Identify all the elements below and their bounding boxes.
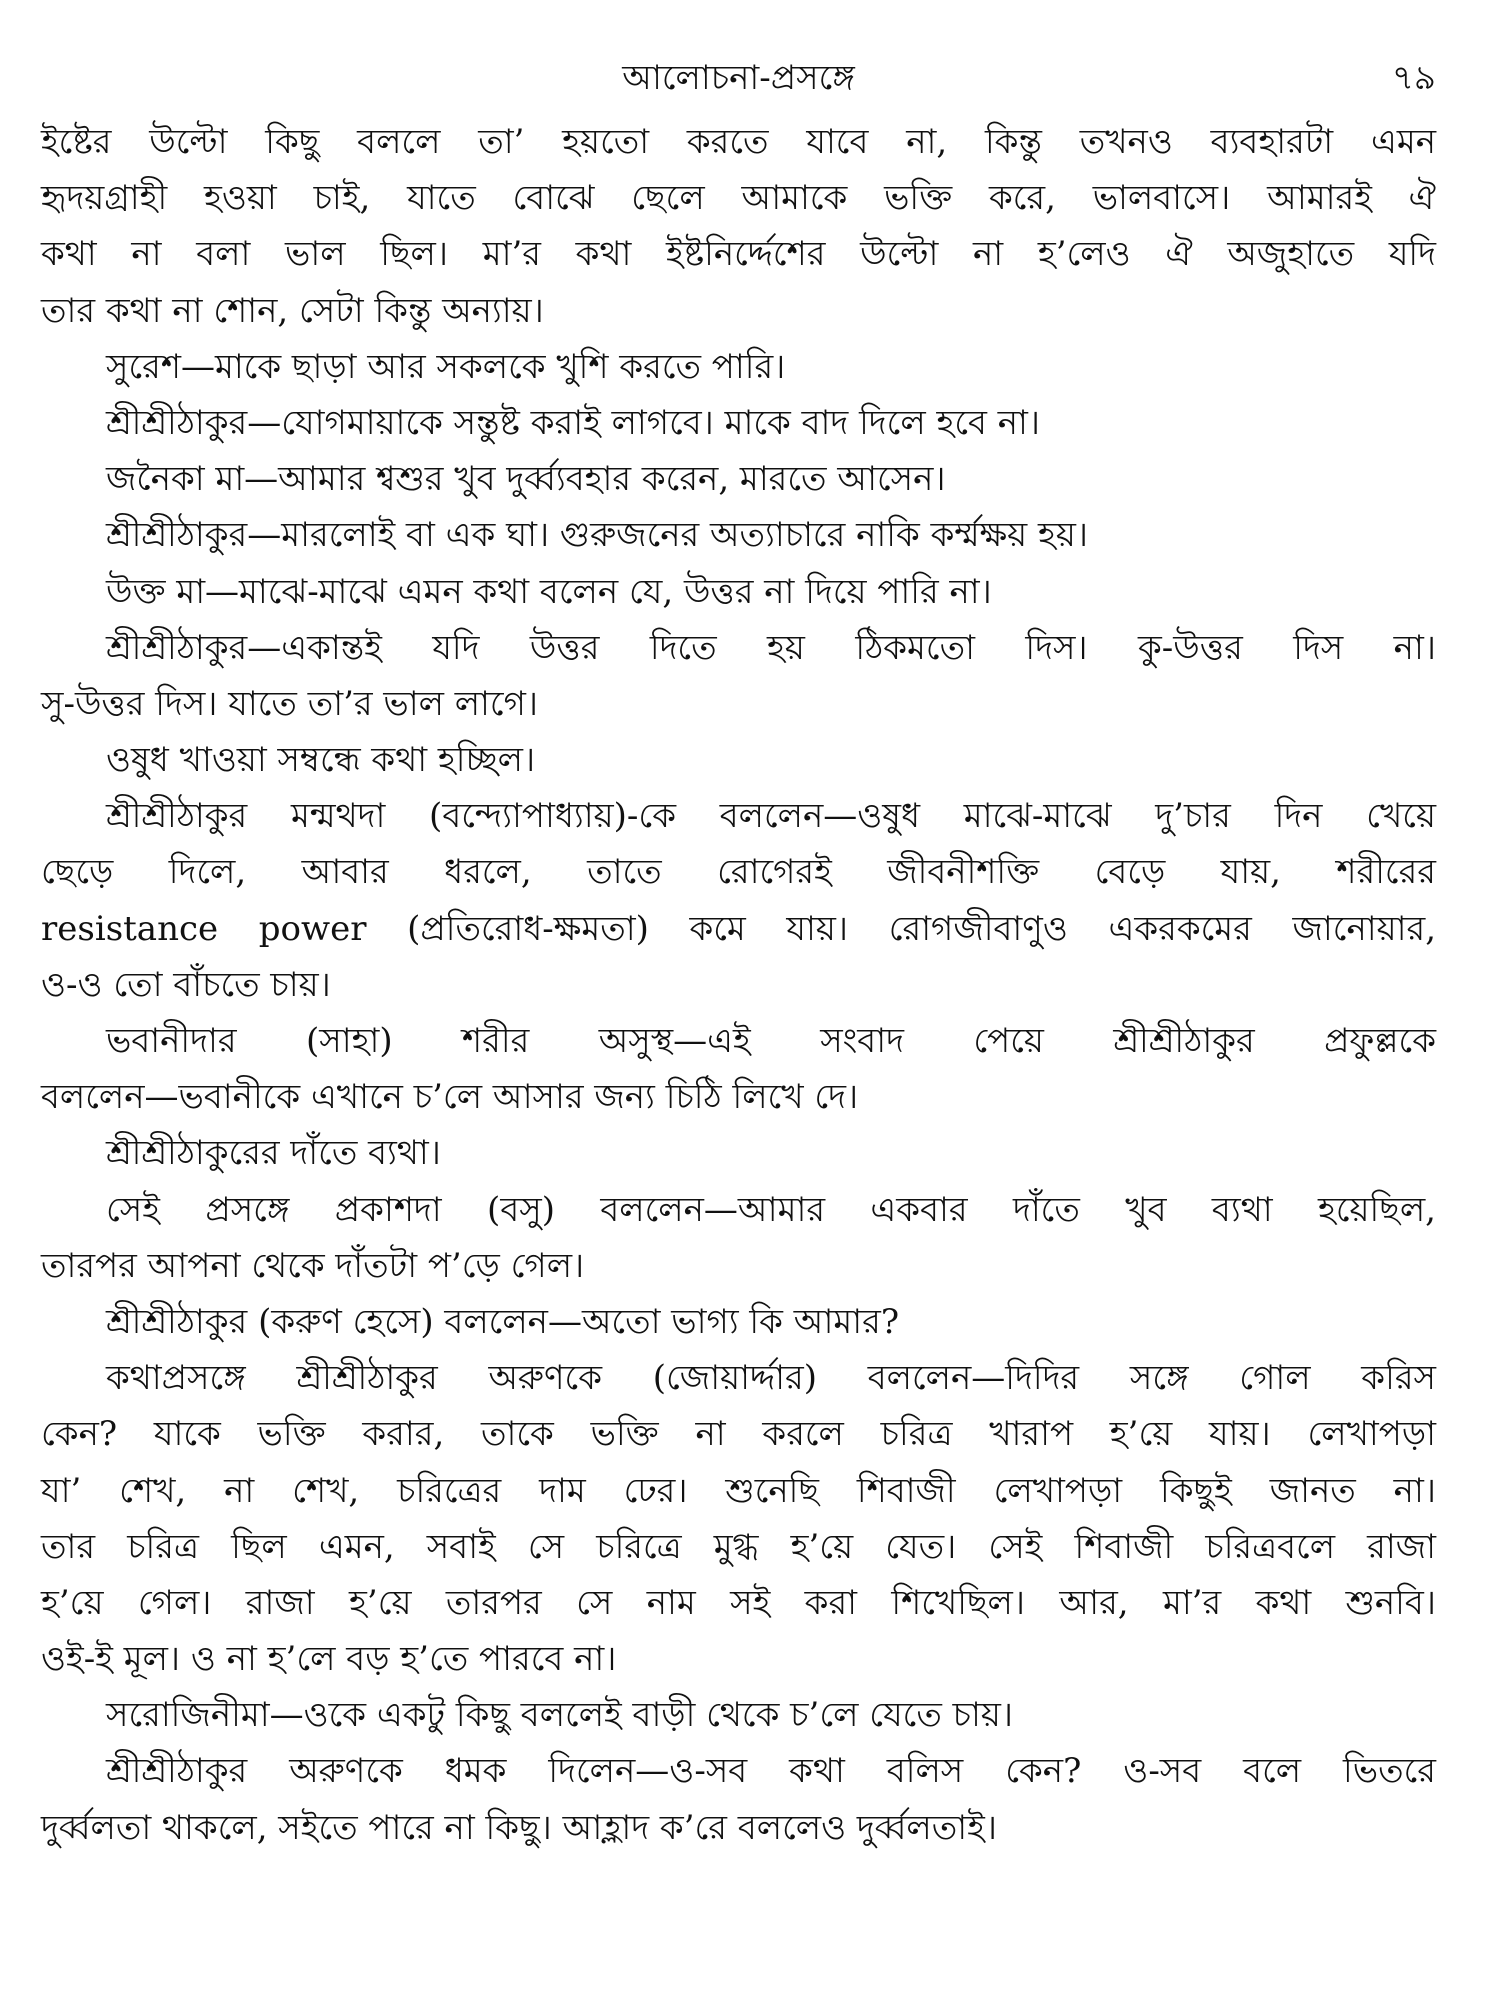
text-line: ও-ও তো বাঁচতে চায়। — [41, 964, 331, 1005]
text-line: resistance power (প্রতিরোধ-ক্ষমতা) কমে যায়। রোগজীবাণুও একরকমের জানোয়ার, — [41, 908, 1436, 949]
paragraph — [41, 1013, 1436, 1125]
page-number: ৭৯ — [1391, 58, 1436, 98]
text-line: শ্রীশ্রীঠাকুর মন্মথদা (বন্দ্যোপাধ্যায়)-কে বললেন—ওষুধ মাঝে-মাঝে দু’চার দিন খেয়ে — [106, 796, 1436, 837]
text-line: ছেড়ে দিলে, আবার ধরলে, তাতে রোগেরই জীবনীশক্তি বেড়ে যায়, শরীরের — [41, 852, 1436, 893]
text-line: শ্রীশ্রীঠাকুর অরুণকে ধমক দিলেন—ও-সব কথা বলিস কেন? ও-সব বলে ভিতরে — [106, 1751, 1436, 1792]
text-line: জনৈকা মা—আমার শ্বশুর খুব দুর্ব্ব্যবহার করেন, মারতে আসেন। — [106, 459, 946, 500]
text-line: উক্ত মা—মাঝে-মাঝে এমন কথা বলেন যে, উত্তর না দিয়ে পারি না। — [106, 571, 992, 612]
paragraph — [41, 1687, 1436, 1743]
text-line: শ্রীশ্রীঠাকুর—যোগমায়াকে সন্তুষ্ট করাই লাগবে। মাকে বাদ দিলে হবে না। — [106, 402, 1041, 443]
text-line: সরোজিনীমা—ওকে একটু কিছু বললেই বাড়ী থেকে চ’লে যেতে চায়। — [106, 1695, 1014, 1736]
text-line: কথা না বলা ভাল ছিল। মা’র কথা ইষ্টনির্দ্দেশের উল্টো না হ’লেও ঐ অজুহাতে যদি — [41, 234, 1436, 275]
text-line: যা’ শেখ, না শেখ, চরিত্রের দাম ঢের। শুনেছি শিবাজী লেখাপড়া কিছুই জানত না। — [41, 1470, 1436, 1511]
text-line: হ’য়ে গেল। রাজা হ’য়ে তারপর সে নাম সই করা শিখেছিল। আর, মা’র কথা শুনবি। — [41, 1582, 1436, 1623]
text-line: তার কথা না শোন, সেটা কিন্তু অন্যায়। — [41, 290, 544, 331]
page-header — [41, 42, 1436, 102]
text-line: ওই-ই মূল। ও না হ’লে বড় হ’তে পারবে না। — [41, 1639, 617, 1680]
text-line: বললেন—ভবানীকে এখানে চ’লে আসার জন্য চিঠি লিখে দে। — [41, 1077, 859, 1118]
paragraph — [41, 1350, 1436, 1687]
paragraph — [41, 339, 1436, 395]
text-line: শ্রীশ্রীঠাকুর—মারলোই বা এক ঘা। গুরুজনের অত্যাচারে নাকি কর্ম্মক্ষয় হয়। — [106, 515, 1089, 556]
paragraph — [41, 564, 1436, 620]
paragraph — [41, 1743, 1436, 1855]
text-line: ইষ্টের উল্টো কিছু বললে তা’ হয়তো করতে যাবে না, কিন্তু তখনও ব্যবহারটা এমন — [41, 122, 1436, 162]
paragraph — [41, 507, 1436, 563]
text-line: শ্রীশ্রীঠাকুর—একান্তই যদি উত্তর দিতে হয় ঠিকমতো দিস। কু-উত্তর দিস না। — [106, 627, 1436, 668]
text-line: সেই প্রসঙ্গে প্রকাশদা (বসু) বললেন—আমার একবার দাঁতে খুব ব্যথা হয়েছিল, — [106, 1189, 1436, 1230]
paragraph — [41, 1125, 1436, 1181]
paragraph — [41, 395, 1436, 451]
running-title: আলোচনা-প্রসঙ্গে — [622, 58, 855, 98]
body-text — [41, 114, 1436, 1856]
text-line: ওষুধ খাওয়া সম্বন্ধে কথা হচ্ছিল। — [106, 740, 536, 781]
text-line: তার চরিত্র ছিল এমন, সবাই সে চরিত্রে মুগ্ধ হ’য়ে যেত। সেই শিবাজী চরিত্রবলে রাজা — [41, 1526, 1436, 1567]
paragraph — [41, 1294, 1436, 1350]
paragraph — [41, 114, 1436, 339]
text-line: শ্রীশ্রীঠাকুরের দাঁতে ব্যথা। — [106, 1133, 441, 1174]
text-line: সু-উত্তর দিস। যাতে তা’র ভাল লাগে। — [41, 683, 539, 724]
text-line: কেন? যাকে ভক্তি করার, তাকে ভক্তি না করলে চরিত্র খারাপ হ’য়ে যায়। লেখাপড়া — [41, 1414, 1436, 1455]
text-line: কথাপ্রসঙ্গে শ্রীশ্রীঠাকুর অরুণকে (জোয়ার্দ্দার) বললেন—দিদির সঙ্গে গোল করিস — [106, 1358, 1436, 1399]
paragraph — [41, 620, 1436, 732]
text-line: দুর্ব্বলতা থাকলে, সইতে পারে না কিছু। আহ্লাদ ক’রে বললেও দুর্ব্বলতাই। — [41, 1807, 997, 1848]
text-line: ভবানীদার (সাহা) শরীর অসুস্থ—এই সংবাদ পেয়ে শ্রীশ্রীঠাকুর প্রফুল্লকে — [106, 1021, 1436, 1061]
paragraph — [41, 1182, 1436, 1294]
text-line: সুরেশ—মাকে ছাড়া আর সকলকে খুশি করতে পারি। — [106, 346, 786, 387]
paragraph — [41, 451, 1436, 507]
paragraph — [41, 732, 1436, 788]
paragraph — [41, 788, 1436, 1013]
text-line: শ্রীশ্রীঠাকুর (করুণ হেসে) বললেন—অতো ভাগ্য কি আমার? — [106, 1301, 900, 1342]
text-line: হৃদয়গ্রাহী হওয়া চাই, যাতে বোঝে ছেলে আমাকে ভক্তি করে, ভালবাসে। আমারই ঐ — [41, 178, 1436, 219]
text-line: তারপর আপনা থেকে দাঁতটা প’ড়ে গেল। — [41, 1245, 585, 1286]
